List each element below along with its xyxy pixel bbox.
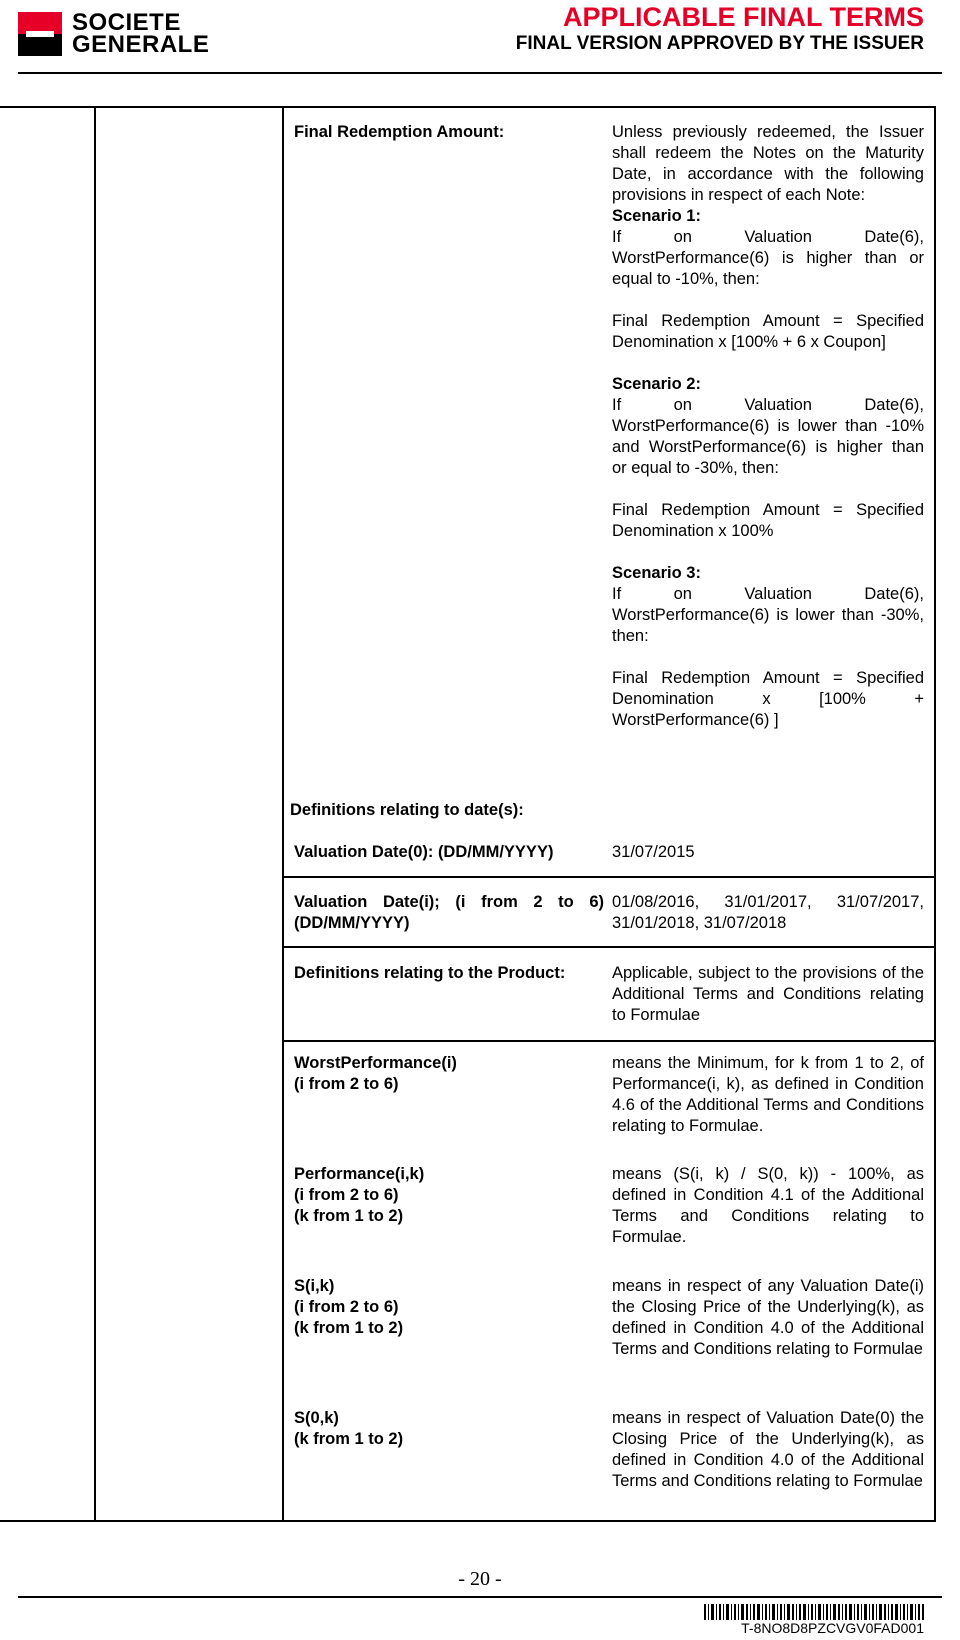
s-ik-label: [294, 1276, 403, 1339]
s-0k-value: means in respect of Valuation Date(0) the Closing Price of the Underlying(k), as defined in Condition 4.0 of the Additional Terms and Conditions relating to Formulae: [612, 1409, 924, 1490]
product-defs-label: Definitions relating to the Product:: [294, 964, 566, 982]
performance-value: means (S(i, k) / S(0, k)) - 100%, as defined in Condition 4.1 of the Additional Terms and Conditions relating to Formulae.: [612, 1165, 924, 1246]
scenario-3-condition: If on Valuation Date(6), WorstPerformance(6) is lower than -30%, then:: [612, 585, 924, 645]
scenario-2-formula: Final Redemption Amount = Specified Denomination x 100%: [612, 501, 924, 540]
header-title: APPLICABLE FINAL TERMS: [562, 2, 924, 32]
page-number: - 20 -: [458, 1568, 502, 1590]
document-reference: T-8NO8D8PZCVGV0FAD001: [741, 1620, 924, 1636]
s-ik-range-i: (i from 2 to 6): [294, 1298, 399, 1316]
valuation-date-i-value: 01/08/2016, 31/01/2017, 31/07/2017, 31/01/2018, 31/07/2018: [612, 893, 924, 932]
s-0k-range-k: (k from 1 to 2): [294, 1430, 404, 1448]
header-rule: [18, 72, 942, 74]
barcode-icon: [704, 1604, 924, 1620]
dates-heading: Definitions relating to date(s):: [290, 801, 524, 819]
valuation-date-0-label: Valuation Date(0): (DD/MM/YYYY): [294, 843, 554, 861]
header-subtitle: FINAL VERSION APPROVED BY THE ISSUER: [515, 33, 924, 54]
performance-range-k: (k from 1 to 2): [294, 1207, 404, 1225]
scenario-2-condition: If on Valuation Date(6), WorstPerformance(6) is lower than -10% and WorstPerformance(6) is higher than or equal to -30%, then:: [612, 396, 924, 477]
column-divider-1: [94, 106, 96, 1522]
row-divider: [282, 946, 936, 948]
worst-performance-name: WorstPerformance(i): [294, 1054, 457, 1072]
s-ik-name: S(i,k): [294, 1277, 335, 1295]
scenario-1-title: Scenario 1:: [612, 207, 701, 225]
performance-name: Performance(i,k): [294, 1165, 425, 1183]
scenario-1-formula: Final Redemption Amount = Specified Denomination x [100% + 6 x Coupon]: [612, 312, 924, 351]
performance-range-i: (i from 2 to 6): [294, 1186, 399, 1204]
final-redemption-label: Final Redemption Amount:: [294, 123, 505, 141]
scenario-1-condition: If on Valuation Date(6), WorstPerformance(6) is higher than or equal to -10%, then:: [612, 228, 924, 288]
worst-performance-value: means the Minimum, for k from 1 to 2, of Performance(i, k), as defined in Condition 4.6 of the Additional Terms and Conditions relating to Formulae.: [612, 1054, 924, 1135]
performance-label: [294, 1164, 424, 1227]
final-redemption-intro: Unless previously redeemed, the Issuer shall redeem the Notes on the Maturity Date, in accordance with the following provisions in respect of each Note:: [612, 123, 924, 204]
scenario-3-formula: Final Redemption Amount = Specified Denomination x [100% + WorstPerformance(6) ]: [612, 669, 924, 729]
s-0k-name: S(0,k): [294, 1409, 339, 1427]
logo-mark-icon: [18, 12, 62, 56]
scenario-3-title: Scenario 3:: [612, 564, 701, 582]
final-redemption-value: [612, 122, 924, 731]
logo-text: SOCIETE GENERALE: [72, 9, 210, 58]
valuation-date-0-value: 31/07/2015: [612, 843, 695, 861]
s-0k-label: [294, 1408, 403, 1450]
row-divider: [282, 876, 936, 878]
company-logo: [18, 9, 248, 60]
product-defs-value: Applicable, subject to the provisions of the Additional Terms and Conditions relating to Formulae: [612, 964, 924, 1024]
worst-performance-label: [294, 1053, 457, 1095]
scenario-2-title: Scenario 2:: [612, 375, 701, 393]
footer-rule: [18, 1596, 942, 1598]
s-ik-range-k: (k from 1 to 2): [294, 1319, 404, 1337]
worst-performance-range: (i from 2 to 6): [294, 1075, 399, 1093]
s-ik-value: means in respect of any Valuation Date(i) the Closing Price of the Underlying(k), as defined in Condition 4.0 of the Additional Terms and Conditions relating to Formulae: [612, 1277, 924, 1358]
valuation-date-i-label: Valuation Date(i); (i from 2 to 6) (DD/MM/YYYY): [294, 893, 604, 932]
column-divider-2: [282, 106, 284, 1522]
row-divider: [282, 1040, 936, 1042]
